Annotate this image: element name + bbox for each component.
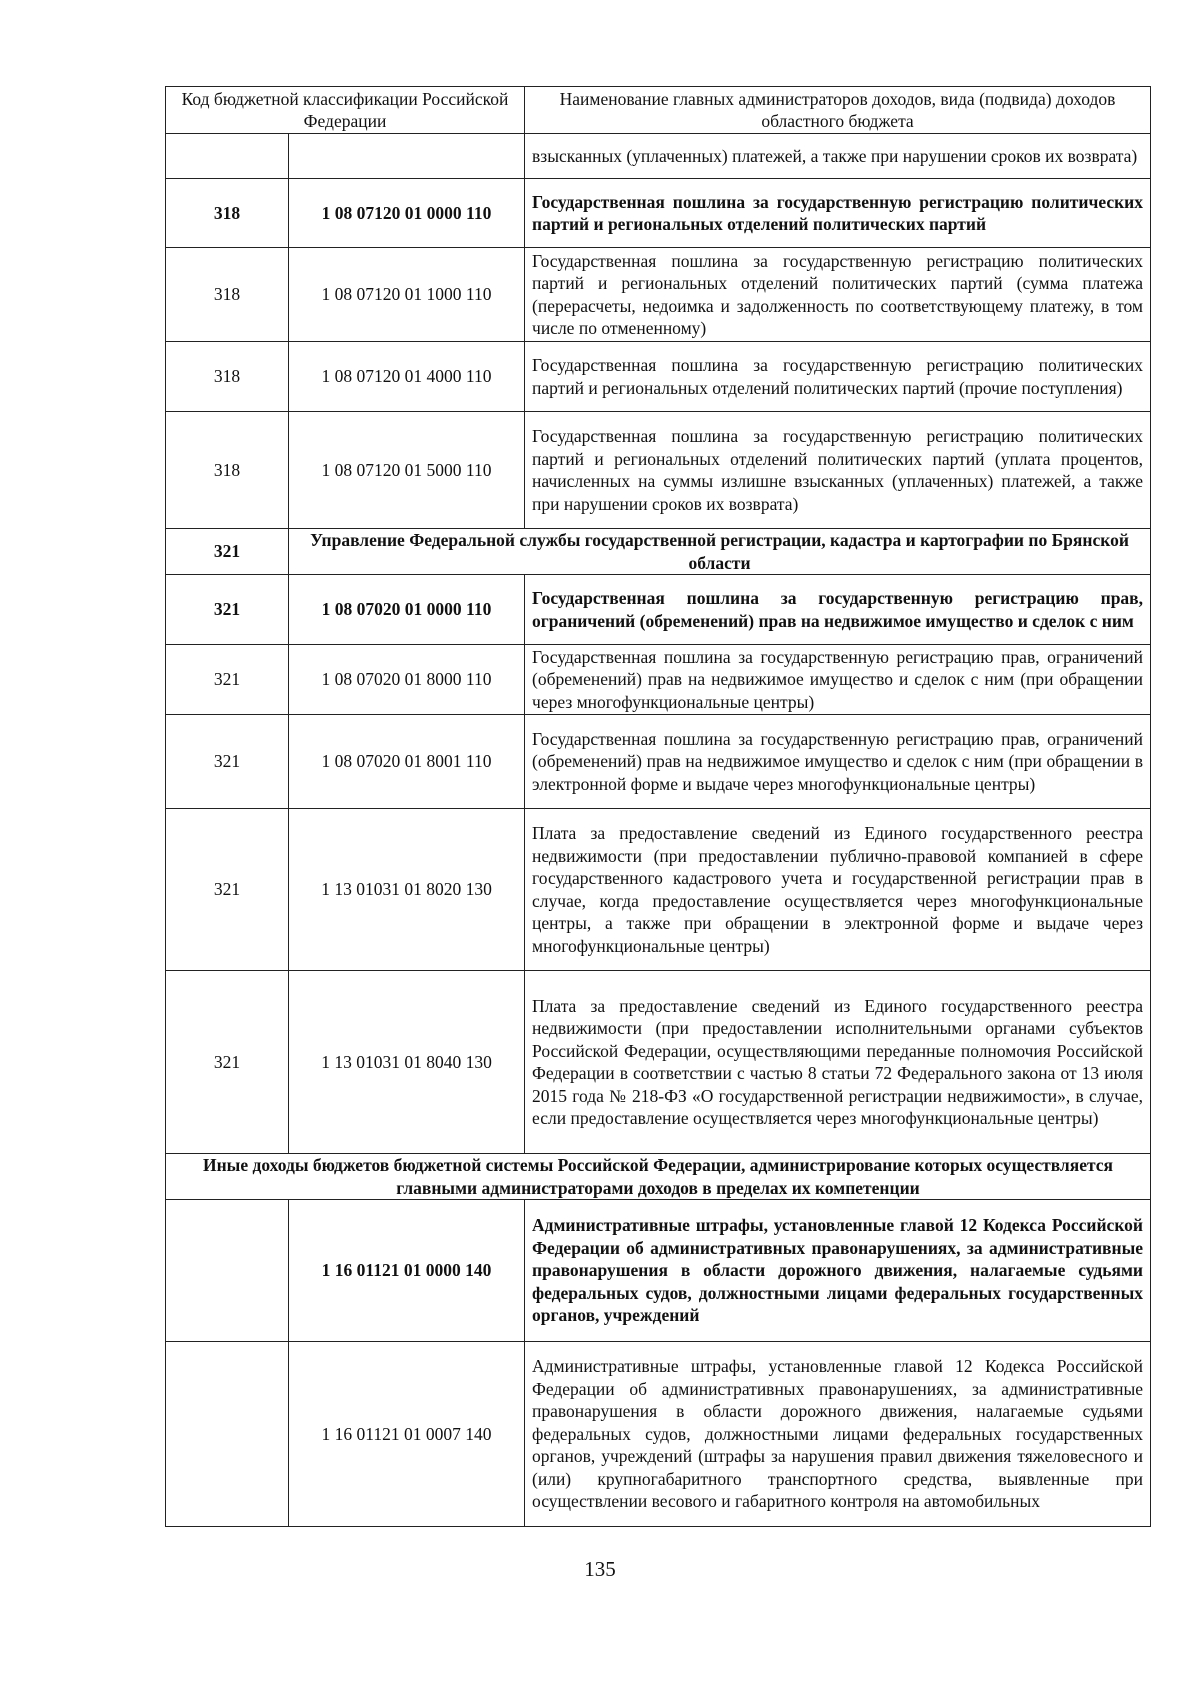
- budget-code: [289, 134, 525, 179]
- admin-code: 321: [166, 575, 289, 645]
- budget-code: 1 08 07020 01 8000 110: [289, 645, 525, 715]
- admin-code: 318: [166, 248, 289, 342]
- page-number: 135: [584, 1557, 616, 1581]
- admin-code: [166, 1342, 289, 1527]
- revenue-description: Государственная пошлина за государственную регистрацию политических партий и региональных отделений политических партий: [525, 179, 1151, 248]
- budget-code: 1 08 07120 01 0000 110: [289, 179, 525, 248]
- admin-code: 321: [166, 529, 289, 575]
- revenue-description: Государственная пошлина за государственную регистрацию прав, ограничений (обременений) прав на недвижимое имущество и сделок с ним (при обращении через многофункциональные центры): [525, 645, 1151, 715]
- budget-code: 1 13 01031 01 8040 130: [289, 971, 525, 1154]
- table-row: [166, 1342, 1151, 1527]
- budget-code: 1 08 07020 01 8001 110: [289, 715, 525, 809]
- table-row: [166, 412, 1151, 529]
- table-header-row: [166, 87, 1151, 134]
- budget-code: 1 08 07120 01 5000 110: [289, 412, 525, 529]
- administrator-name: Управление Федеральной службы государственной регистрации, кадастра и картографии по Брянской области: [289, 529, 1151, 575]
- admin-code: 318: [166, 179, 289, 248]
- table-row: [166, 715, 1151, 809]
- header-name-column: Наименование главных администраторов доходов, вида (подвида) доходов областного бюджета: [525, 87, 1151, 134]
- table-row: [166, 809, 1151, 971]
- budget-code: 1 08 07020 01 0000 110: [289, 575, 525, 645]
- table-row: [166, 575, 1151, 645]
- budget-code: 1 16 01121 01 0007 140: [289, 1342, 525, 1527]
- admin-code: 321: [166, 971, 289, 1154]
- table-row: [166, 971, 1151, 1154]
- table-row: [166, 342, 1151, 412]
- revenue-description: Административные штрафы, установленные главой 12 Кодекса Российской Федерации об административных правонарушениях, за административные правонарушения в области дорожного движения, налагаемые судьями федеральных судов, должностными лицами федеральных государственных органов, учреждений: [525, 1200, 1151, 1342]
- budget-code: 1 16 01121 01 0000 140: [289, 1200, 525, 1342]
- admin-code: 318: [166, 412, 289, 529]
- budget-code: 1 08 07120 01 1000 110: [289, 248, 525, 342]
- revenue-description: Государственная пошлина за государственную регистрацию политических партий и региональных отделений политических партий (сумма платежа (перерасчеты, недоимка и задолженность по соответствующему платежу, в том числе по отмененному): [525, 248, 1151, 342]
- admin-code: 321: [166, 809, 289, 971]
- table-row: [166, 248, 1151, 342]
- revenue-description: Плата за предоставление сведений из Единого государственного реестра недвижимости (при предоставлении исполнительными органами субъектов Российской Федерации, осуществляющими переданные полномочия Российской Федерации в соответствии с частью 8 статьи 72 Федерального закона от 13 июля 2015 года № 218-ФЗ «О государственной регистрации недвижимости», в случае, если предоставление осуществляется через многофункциональные центры): [525, 971, 1151, 1154]
- revenue-description: взысканных (уплаченных) платежей, а также при нарушении сроков их возврата): [525, 134, 1151, 179]
- admin-code: [166, 134, 289, 179]
- revenue-description: Государственная пошлина за государственную регистрацию прав, ограничений (обременений) прав на недвижимое имущество и сделок с ним (при обращении в электронной форме и выдаче через многофункциональные центры): [525, 715, 1151, 809]
- admin-code: 321: [166, 715, 289, 809]
- administrator-row: [166, 529, 1151, 575]
- admin-code: [166, 1200, 289, 1342]
- table-row: [166, 134, 1151, 179]
- budget-code: 1 08 07120 01 4000 110: [289, 342, 525, 412]
- table-row: [166, 1200, 1151, 1342]
- section-heading: Иные доходы бюджетов бюджетной системы Российской Федерации, администрирование которых осуществляется главными администраторами доходов в пределах их компетенции: [166, 1154, 1151, 1200]
- budget-code: 1 13 01031 01 8020 130: [289, 809, 525, 971]
- revenue-description: Административные штрафы, установленные главой 12 Кодекса Российской Федерации об административных правонарушениях, за административные правонарушения в области дорожного движения, налагаемые судьями федеральных судов, должностными лицами федеральных государственных органов, учреждений (штрафы за нарушения правил движения тяжеловесного и (или) крупногабаритного транспортного средства, выявленные при осуществлении весового и габаритного контроля на автомобильных: [525, 1342, 1151, 1527]
- revenue-description: Государственная пошлина за государственную регистрацию политических партий и региональных отделений политических партий (уплата процентов, начисленных на суммы излишне взысканных (уплаченных) платежей, а также при нарушении сроков их возврата): [525, 412, 1151, 529]
- section-heading-row: [166, 1154, 1151, 1200]
- budget-revenue-table: [165, 86, 1151, 1527]
- table-row: [166, 179, 1151, 248]
- table-row: [166, 645, 1151, 715]
- revenue-description: Государственная пошлина за государственную регистрацию политических партий и региональных отделений политических партий (прочие поступления): [525, 342, 1151, 412]
- header-code-column: Код бюджетной классификации Российской Федерации: [166, 87, 525, 134]
- revenue-description: Государственная пошлина за государственную регистрацию прав, ограничений (обременений) прав на недвижимое имущество и сделок с ним: [525, 575, 1151, 645]
- admin-code: 318: [166, 342, 289, 412]
- revenue-description: Плата за предоставление сведений из Единого государственного реестра недвижимости (при предоставлении публично-правовой компанией в сфере государственного кадастрового учета и государственной регистрации прав в случае, когда предоставление осуществляется через многофункциональные центры, а также при обращении в электронной форме и выдаче через многофункциональные центры): [525, 809, 1151, 971]
- admin-code: 321: [166, 645, 289, 715]
